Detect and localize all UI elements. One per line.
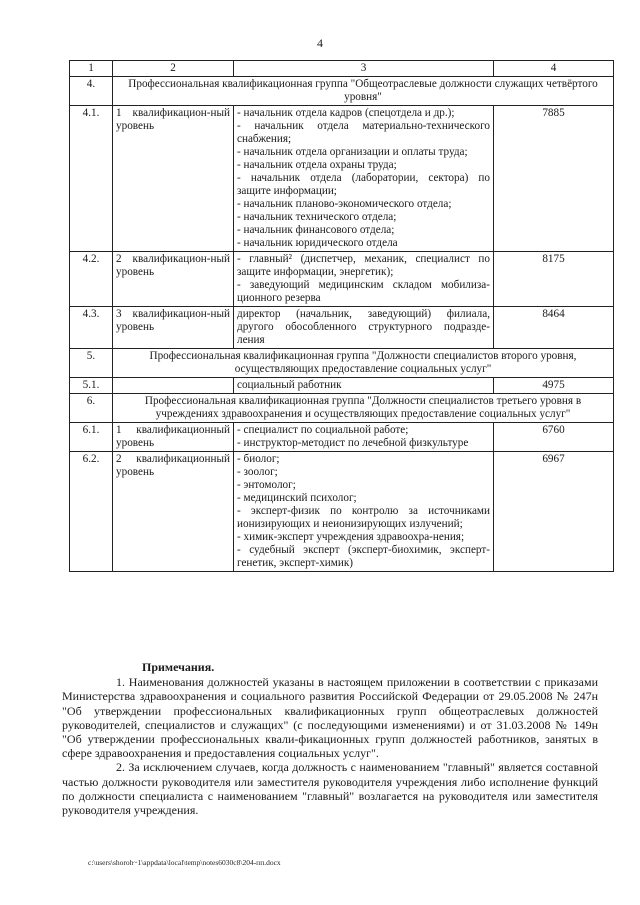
job-title: - заведующий медицинским складом мобилиза-ционного резерва (237, 279, 490, 304)
page-number: 4 (317, 36, 323, 50)
table-row (70, 378, 614, 394)
qualification-level: 1 квалификационный уровень (113, 423, 234, 452)
note-item: 1. Наименования должностей указаны в настоящем приложении в соответствии с приказами Министерства здравоохранения и социального развития Российской Федерации от 29.05.2008 № 247н "Об утверждении профессиональных квалификационных групп общеотраслевых должностей руководителей, специалистов и служащих" (с последующими изменениями) и от 31.03.2008 № 149н "Об утверждении профессиональных квали-фикационных групп должностей работников, занятых в сфере здравоохранения и предоставления социальных услуг". (62, 675, 598, 761)
qualification-level: 1 квалификацион-ный уровень (113, 106, 234, 252)
notes-section (62, 660, 598, 818)
job-list (234, 252, 494, 307)
row-number: 4.1. (70, 106, 113, 252)
group-row (70, 77, 614, 106)
job-title: социальный работник (237, 379, 342, 391)
job-title: - специалист по социальной работе; (237, 424, 409, 436)
table-row (70, 423, 614, 452)
table-row (70, 252, 614, 307)
job-title: - начальник отдела организации и оплаты труда; (237, 146, 468, 158)
row-number: 4.3. (70, 307, 113, 349)
job-title: - судебный эксперт (эксперт-биохимик, эксперт-генетик, эксперт-химик) (237, 544, 490, 569)
job-title: директор (начальник, заведующий) филиала, другого обособленного структурного подразде-ления (237, 308, 490, 346)
table-row (70, 106, 614, 252)
job-title: - начальник отдела (лаборатории, сектора) по защите информации; (237, 172, 490, 197)
job-list (234, 423, 494, 452)
job-title: - инструктор-методист по лечебной физкультуре (237, 437, 469, 449)
qualification-level (113, 378, 234, 394)
job-title: - химик-эксперт учреждения здравоохра-нения; (237, 531, 465, 543)
salary-value: 4975 (494, 378, 614, 394)
group-title: Профессиональная квалификационная группа "Должности специалистов второго уровня, осуществляющих предоставление социальных услуг" (113, 349, 614, 378)
qualification-level: 3 квалификацион-ный уровень (113, 307, 234, 349)
row-number: 6.1. (70, 423, 113, 452)
group-title: Профессиональная квалификационная группа "Общеотраслевые должности служащих четвёртого уровня" (113, 77, 614, 106)
row-number: 4. (70, 77, 113, 106)
notes-title: Примечания. (142, 660, 215, 674)
job-title: - энтомолог; (237, 479, 296, 491)
row-number: 5.1. (70, 378, 113, 394)
job-title: - начальник отдела материально-технического снабжения; (237, 120, 490, 145)
salary-value: 6760 (494, 423, 614, 452)
job-list (234, 452, 494, 572)
job-title: - начальник отдела кадров (спецотдела и др.); (237, 107, 455, 119)
salary-value: 7885 (494, 106, 614, 252)
footer-file-path: c:\users\shoroh~1\appdata\local\temp\notes6030c8\204-пп.docx (88, 858, 281, 867)
table-body (70, 61, 614, 572)
salary-value: 8464 (494, 307, 614, 349)
job-title: - начальник технического отдела; (237, 211, 397, 223)
job-title: - биолог; (237, 453, 280, 465)
row-number: 6. (70, 394, 113, 423)
table-row (70, 452, 614, 572)
header-row (70, 61, 614, 77)
group-row (70, 394, 614, 423)
job-title: - начальник планово-экономического отдела; (237, 198, 452, 210)
header-cell: 4 (494, 61, 614, 77)
row-number: 6.2. (70, 452, 113, 572)
salary-value: 8175 (494, 252, 614, 307)
job-title: - главный² (диспетчер, механик, специалист по защите информации, энергетик); (237, 253, 490, 278)
job-title: - эксперт-физик по контролю за источниками ионизирующих и неионизирующих излучений; (237, 505, 490, 530)
job-title: - начальник юридического отдела (237, 237, 398, 249)
job-title: - начальник финансового отдела; (237, 224, 395, 236)
salary-value: 6967 (494, 452, 614, 572)
job-title: - начальник отдела охраны труда; (237, 159, 397, 171)
group-title: Профессиональная квалификационная группа "Должности специалистов третьего уровня в учреждениях здравоохранения и осуществляющих предоставление социальных услуг" (113, 394, 614, 423)
note-item: 2. За исключением случаев, когда должность с наименованием "главный" является составной частью должности руководителя или заместителя руководителя учреждения либо исполнение функций по должности специалиста с наименованием "главный" возлагается на руководителя или заместителя руководителя учреждения. (62, 760, 598, 818)
salary-table (69, 60, 614, 572)
job-list (234, 307, 494, 349)
row-number: 4.2. (70, 252, 113, 307)
qualification-level: 2 квалификационный уровень (113, 452, 234, 572)
group-row (70, 349, 614, 378)
header-cell: 1 (70, 61, 113, 77)
job-title: - медицинский психолог; (237, 492, 357, 504)
table-row (70, 307, 614, 349)
job-list (234, 378, 494, 394)
qualification-level: 2 квалификацион-ный уровень (113, 252, 234, 307)
row-number: 5. (70, 349, 113, 378)
header-cell: 2 (113, 61, 234, 77)
job-list (234, 106, 494, 252)
header-cell: 3 (234, 61, 494, 77)
job-title: - зоолог; (237, 466, 278, 478)
